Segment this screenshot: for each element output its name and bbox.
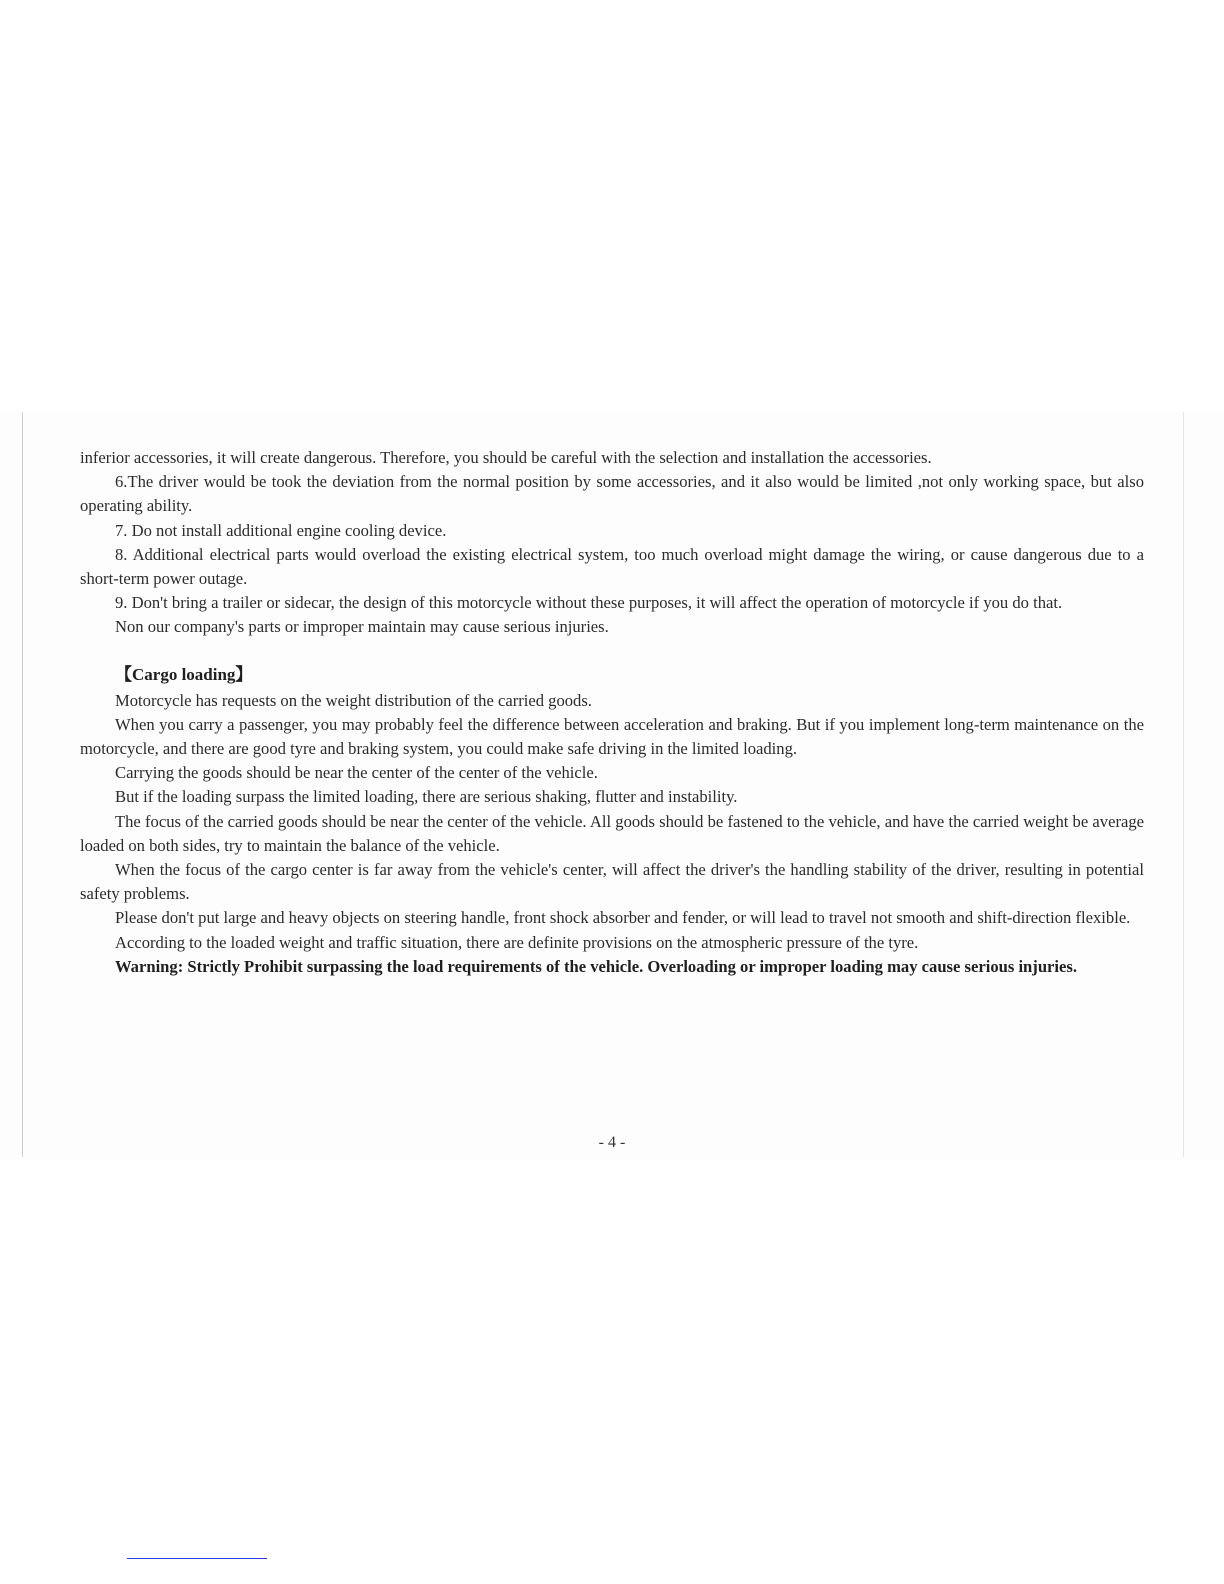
warning-paragraph: Warning: Strictly Prohibit surpassing the load requirements of the vehicle. Overloading or improper loading may cause serious injuries. <box>115 956 1077 976</box>
paragraph-item-7: 7. Do not install additional engine cooling device. <box>115 520 447 540</box>
scan-edge-left <box>22 412 23 1157</box>
page-number: - 4 - <box>598 1134 626 1151</box>
scan-edge-right <box>1183 412 1184 1157</box>
paragraph-item-6: 6.The driver would be took the deviation from the normal position by some accessories, and it also would be limited ,not only working space, but also operating ability. <box>80 472 1144 516</box>
paragraph-item-9: 9. Don't bring a trailer or sidecar, the design of this motorcycle without these purposes, it will affect the operation of motorcycle if you do that. <box>115 593 1063 613</box>
bottom-divider-line <box>127 1558 267 1559</box>
paragraph-item-8: 8. Additional electrical parts would overload the existing electrical system, too much overload might damage the wiring, or cause dangerous due to a short-term power outage. <box>80 544 1144 589</box>
paragraph-cargo-5: The focus of the carried goods should be near the center of the vehicle. All goods should be fastened to the vehicle, and have the carried weight be average loaded on both sides, try to maintain the balance of the vehicle. <box>80 811 1144 855</box>
paragraph-cargo-7: Please don't put large and heavy objects on steering handle, front shock absorber and fender, or will lead to travel not smooth and shift-direction flexible. <box>115 908 1131 928</box>
paragraph-cargo-3: Carrying the goods should be near the center of the center of the vehicle. <box>115 763 598 783</box>
paragraph-cargo-4: But if the loading surpass the limited loading, there are serious shaking, flutter and instability. <box>115 787 738 807</box>
paragraph-cargo-6: When the focus of the cargo center is far away from the vehicle's center, will affect the driver's the handling stability of the driver, resulting in potential safety problems. <box>80 860 1144 904</box>
paragraph-parts-note: Non our company's parts or improper maintain may cause serious injuries. <box>115 617 609 637</box>
paragraph-cargo-8: According to the loaded weight and traffic situation, there are definite provisions on the atmospheric pressure of the tyre. <box>115 932 919 952</box>
section-heading-cargo-loading: 【Cargo loading】 <box>115 664 253 684</box>
paragraph-accessories-continued: inferior accessories, it will create dangerous. Therefore, you should be careful with the selection and installation the accessories. <box>80 448 932 467</box>
document-body <box>80 446 1144 979</box>
paragraph-cargo-2: When you carry a passenger, you may probably feel the difference between acceleration and braking. But if you implement long-term maintenance on the motorcycle, and there are good tyre and braking system, you could make safe driving in the limited loading. <box>80 714 1144 759</box>
paragraph-cargo-1: Motorcycle has requests on the weight distribution of the carried goods. <box>115 690 592 710</box>
